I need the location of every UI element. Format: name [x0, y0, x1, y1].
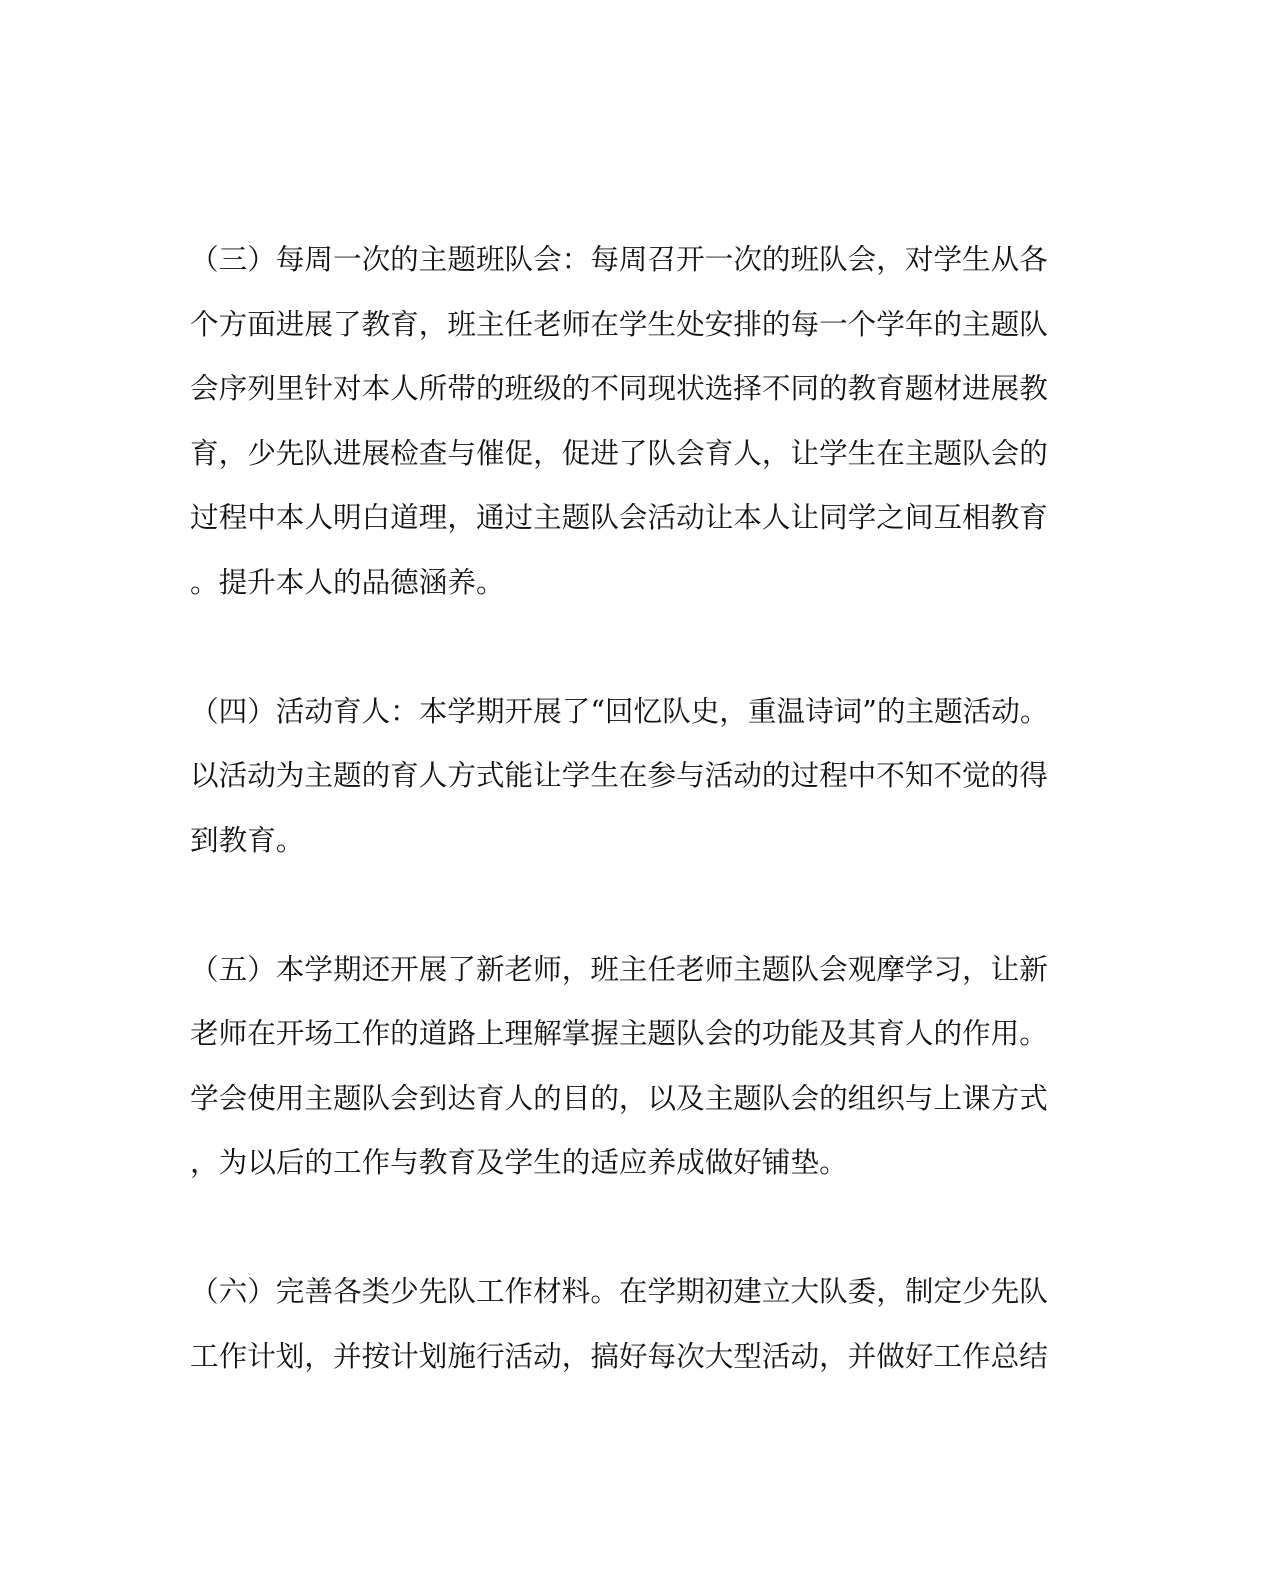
text-line: 。提升本人的品德涵养。: [190, 564, 505, 599]
text-line: 育，少先队进展检查与催促，促进了队会育人，让学生在主题队会的: [190, 435, 1048, 470]
text-line: （三）每周一次的主题班队会：每周召开一次的班队会，对学生从各: [190, 242, 1048, 276]
document-body: [190, 227, 1060, 1453]
text-line: （六）完善各类少先队工作材料。在学期初建立大队委，制定少先队: [190, 1274, 1048, 1308]
paragraph-section-5: [190, 937, 1060, 1195]
text-line: ，为以后的工作与教育及学生的适应养成做好铺垫。: [190, 1145, 848, 1179]
paragraph-section-3: [190, 227, 1060, 614]
paragraph-section-4: [190, 679, 1060, 873]
text-line: 以活动为主题的育人方式能让学生在参与活动的过程中不知不觉的得: [190, 758, 1048, 792]
paragraph-section-6: [190, 1259, 1060, 1388]
text-line: 个方面进展了教育，班主任老师在学生处安排的每一个学年的主题队: [190, 306, 1048, 341]
text-line: （五）本学期还开展了新老师，班主任老师主题队会观摩学习，让新: [190, 951, 1048, 986]
text-line: 到教育。: [190, 822, 305, 857]
text-line: 老师在开场工作的道路上理解掌握主题队会的功能及其育人的作用。: [190, 1016, 1048, 1050]
text-line: 学会使用主题队会到达育人的目的，以及主题队会的组织与上课方式: [190, 1080, 1048, 1115]
text-line: 工作计划，并按计划施行活动，搞好每次大型活动，并做好工作总结: [190, 1338, 1048, 1373]
text-line: （四）活动育人：本学期开展了“回忆队史，重温诗词”的主题活动。: [190, 693, 1049, 728]
text-line: 过程中本人明白道理，通过主题队会活动让本人让同学之间互相教育: [190, 500, 1048, 534]
text-line: 会序列里针对本人所带的班级的不同现状选择不同的教育题材进展教: [190, 371, 1048, 405]
